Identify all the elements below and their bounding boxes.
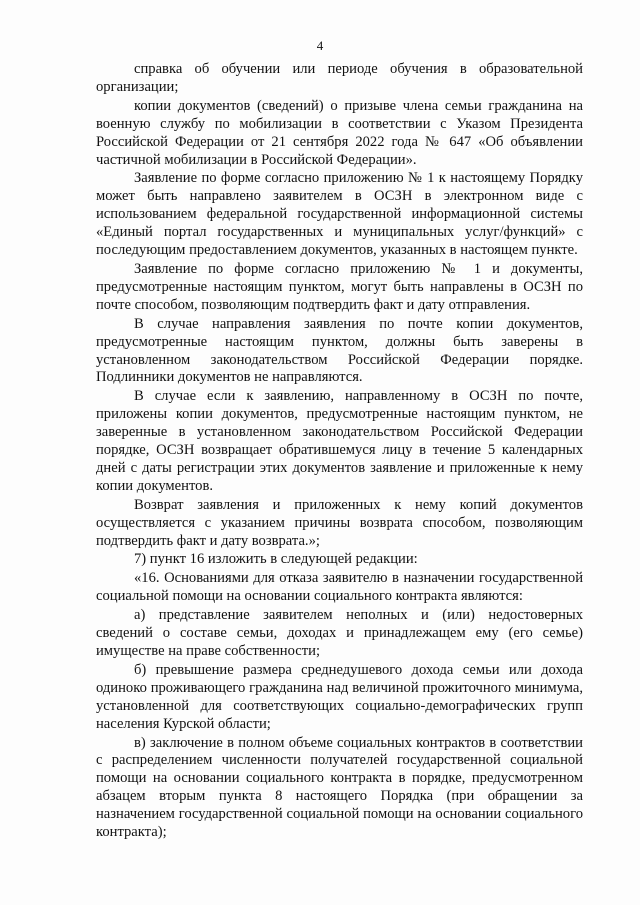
document-body [96, 61, 583, 842]
paragraph: б) превышение размера среднедушевого дохода семьи или дохода одиноко проживающего гражданина над величиной прожиточного минимума, установленной для соответствующих социально-демографических групп населения Курской области; [96, 661, 583, 732]
paragraph: копии документов (сведений) о призыве члена семьи гражданина на военную службу по мобилизации в соответствии с Указом Президента Российской Федерации от 21 сентября 2022 года № 647 «Об объявлении частичной мобилизации в Российской Федерации». [96, 97, 583, 168]
paragraph: справка об обучении или периоде обучения в образовательной организации; [96, 61, 583, 95]
paragraph: в) заключение в полном объеме социальных контрактов в соответствии с распределением численности получателей государственной социальной помощи на основании социального контракта в порядке, предусмотренном абзацем вторым пункта 8 настоящего Порядка (при обращении за назначением государственной социальной помощи на основании социального контракта); [96, 734, 583, 841]
paragraph: Заявление по форме согласно приложению № 1 к настоящему Порядку может быть направлено заявителем в ОСЗН в электронном виде с использованием федеральной государственной информационной системы «Единый портал государственных и муниципальных услуг/функций» с последующим предоставлением документов, указанных в настоящем пункте. [96, 170, 583, 259]
paragraph: В случае направления заявления по почте копии документов, предусмотренные настоящим пунктом, должны быть заверены в установленном законодательством Российской Федерации порядке. Подлинники документов не направляются. [96, 315, 583, 386]
paragraph: Заявление по форме согласно приложению № 1 и документы, предусмотренные настоящим пунктом, могут быть направлены в ОСЗН по почте способом, позволяющим подтвердить факт и дату отправления. [96, 260, 583, 313]
paragraph: «16. Основаниями для отказа заявителю в назначении государственной социальной помощи на основании социального контракта являются: [96, 570, 583, 605]
paragraph: 7) пункт 16 изложить в следующей редакции: [134, 551, 418, 568]
page-number: 4 [316, 38, 324, 53]
paragraph: В случае если к заявлению, направленному в ОСЗН по почте, приложены копии документов, предусмотренные настоящим пунктом, не заверенные в установленном законодательством Российской Федерации порядке, ОСЗН возвращает обратившемуся лицу в течение 5 календарных дней с даты регистрации этих документов заявление и приложенные к нему копии документов. [96, 388, 583, 494]
paragraph: а) представление заявителем неполных и (или) недостоверных сведений о составе семьи, доходах и принадлежащем ему (его семье) имуществе на праве собственности; [96, 607, 583, 659]
paragraph: Возврат заявления и приложенных к нему копий документов осуществляется с указанием причины возврата способом, позволяющим подтвердить факт и дату возврата.»; [96, 496, 583, 549]
